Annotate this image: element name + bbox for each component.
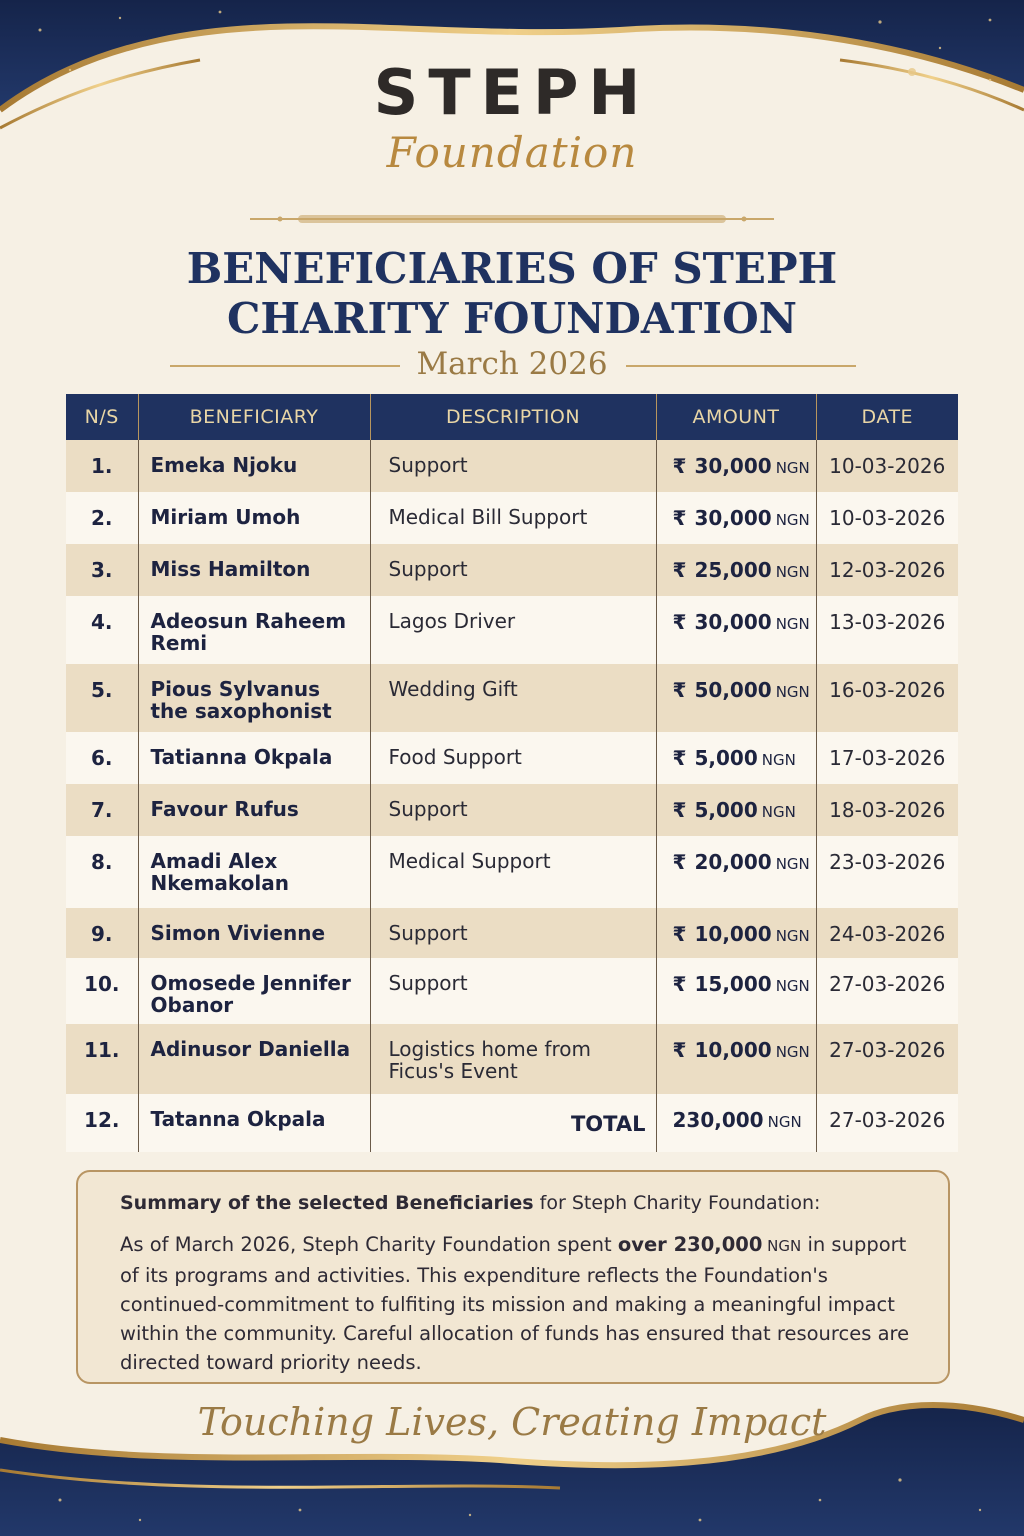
amount xyxy=(656,492,816,544)
description: Medical Support xyxy=(370,836,656,908)
amount xyxy=(656,958,816,1024)
table-row xyxy=(66,784,958,836)
amount xyxy=(656,908,816,958)
amount-value: 50,000 xyxy=(694,678,772,702)
header-amount: AMOUNT xyxy=(656,394,816,440)
description: Food Support xyxy=(370,732,656,784)
table-row xyxy=(66,544,958,596)
date: 24-03-2026 xyxy=(829,922,946,946)
date: 27-03-2026 xyxy=(829,1108,946,1132)
date: 17-03-2026 xyxy=(829,746,946,770)
amount xyxy=(656,784,816,836)
ornament-divider xyxy=(250,212,774,226)
currency-symbol: ₹ xyxy=(672,922,687,946)
beneficiary-name: Emeka Njoku xyxy=(138,440,370,492)
currency-code: NGN xyxy=(775,615,810,633)
description: Wedding Gift xyxy=(370,664,656,732)
beneficiary-name: Omosede Jennifer Obanor xyxy=(138,958,370,1024)
currency-symbol: ₹ xyxy=(672,610,687,634)
currency-symbol: ₹ xyxy=(672,558,687,582)
currency-code: NGN xyxy=(775,683,810,701)
row-number: 4. xyxy=(66,596,138,664)
currency-code: NGN xyxy=(761,751,796,769)
table-row xyxy=(66,440,958,492)
description: Logistics home from Ficus's Event xyxy=(370,1024,656,1094)
row-number: 9. xyxy=(66,908,138,958)
beneficiary-name: Miriam Umoh xyxy=(138,492,370,544)
currency-symbol: ₹ xyxy=(672,1038,687,1062)
currency-symbol: ₹ xyxy=(672,678,687,702)
date: 10-03-2026 xyxy=(829,454,946,478)
subtitle-row xyxy=(0,346,1024,386)
date: 13-03-2026 xyxy=(829,610,946,634)
subtitle: March 2026 xyxy=(416,346,608,382)
date: 18-03-2026 xyxy=(829,798,946,822)
beneficiary-name: Favour Rufus xyxy=(138,784,370,836)
total-amount xyxy=(656,1094,816,1152)
date: 27-03-2026 xyxy=(829,1038,946,1062)
table-row xyxy=(66,1024,958,1094)
table-row xyxy=(66,908,958,958)
table-row xyxy=(66,836,958,908)
amount xyxy=(656,440,816,492)
amount-value: 30,000 xyxy=(694,610,772,634)
description: Support xyxy=(370,958,656,1024)
currency-code: NGN xyxy=(767,1113,802,1131)
total-row xyxy=(66,1094,958,1152)
row-number: 10. xyxy=(66,958,138,1024)
row-number: 1. xyxy=(66,440,138,492)
currency-code: NGN xyxy=(775,1043,810,1061)
date: 23-03-2026 xyxy=(829,850,946,874)
amount xyxy=(656,1024,816,1094)
amount xyxy=(656,732,816,784)
amount xyxy=(656,664,816,732)
currency-symbol: ₹ xyxy=(672,850,687,874)
description: Support xyxy=(370,908,656,958)
currency-symbol: ₹ xyxy=(672,746,687,770)
beneficiaries-table xyxy=(66,394,958,1150)
amount xyxy=(656,836,816,908)
table-row xyxy=(66,732,958,784)
currency-symbol: ₹ xyxy=(672,506,687,530)
currency-code: NGN xyxy=(775,977,810,995)
total-label: TOTAL xyxy=(370,1094,656,1152)
amount-value: 5,000 xyxy=(694,746,758,770)
table-row xyxy=(66,664,958,732)
row-number: 2. xyxy=(66,492,138,544)
currency-symbol: ₹ xyxy=(672,454,687,478)
amount-value: 5,000 xyxy=(694,798,758,822)
description: Medical Bill Support xyxy=(370,492,656,544)
date: 12-03-2026 xyxy=(829,558,946,582)
amount-value: 25,000 xyxy=(694,558,772,582)
amount-value: 10,000 xyxy=(694,1038,772,1062)
beneficiary-name: Adinusor Daniella xyxy=(138,1024,370,1094)
summary-heading: Summary of the selected Beneficiaries for Steph Charity Foundation: xyxy=(120,1192,821,1214)
amount-value: 20,000 xyxy=(694,850,772,874)
beneficiary-name: Simon Vivienne xyxy=(138,908,370,958)
row-number: 12. xyxy=(66,1094,138,1152)
currency-code: NGN xyxy=(775,855,810,873)
beneficiary-name: Tatianna Okpala xyxy=(138,732,370,784)
row-number: 3. xyxy=(66,544,138,596)
amount-value: 10,000 xyxy=(694,922,772,946)
table-row xyxy=(66,596,958,664)
tagline: Touching Lives, Creating Impact xyxy=(197,1400,827,1444)
row-number: 7. xyxy=(66,784,138,836)
summary-box xyxy=(76,1170,950,1384)
table-row xyxy=(66,958,958,1024)
date: 10-03-2026 xyxy=(829,506,946,530)
row-number: 8. xyxy=(66,836,138,908)
header-ns: N/S xyxy=(66,394,138,440)
description: Support xyxy=(370,544,656,596)
description: Support xyxy=(370,440,656,492)
brand-name: STEPH xyxy=(373,56,651,129)
row-number: 6. xyxy=(66,732,138,784)
row-number: 5. xyxy=(66,664,138,732)
currency-code: NGN xyxy=(761,803,796,821)
amount-value: 30,000 xyxy=(694,506,772,530)
currency-symbol: ₹ xyxy=(672,972,687,996)
summary-body: As of March 2026, Steph Charity Foundation spent over 230,000 NGN in support of its programs and activities. This expenditure reflects the Foundation's continued-commitment to fulfiting its mission and making a meaningful impact within the community. Careful allocation of funds has ensured that resources are directed toward priority needs. xyxy=(120,1233,910,1374)
currency-code: NGN xyxy=(775,459,810,477)
total-value: 230,000 xyxy=(672,1108,764,1132)
beneficiary-name: Miss Hamilton xyxy=(138,544,370,596)
description: Support xyxy=(370,784,656,836)
header-beneficiary: BENEFICIARY xyxy=(138,394,370,440)
beneficiary-name: Amadi Alex Nkemakolan xyxy=(138,836,370,908)
table-header xyxy=(66,394,958,440)
page-title: BENEFICIARIES OF STEPH CHARITY FOUNDATION xyxy=(186,244,838,343)
table-row xyxy=(66,492,958,544)
date: 27-03-2026 xyxy=(829,972,946,996)
beneficiary-name: Tatanna Okpala xyxy=(138,1094,370,1152)
currency-symbol: ₹ xyxy=(672,798,687,822)
header-date: DATE xyxy=(816,394,958,440)
date: 16-03-2026 xyxy=(829,678,946,702)
currency-code: NGN xyxy=(775,927,810,945)
amount-value: 30,000 xyxy=(694,454,772,478)
brand-script: Foundation xyxy=(386,128,638,177)
currency-code: NGN xyxy=(775,511,810,529)
header-description: DESCRIPTION xyxy=(370,394,656,440)
description: Lagos Driver xyxy=(370,596,656,664)
amount xyxy=(656,544,816,596)
beneficiary-name: Adeosun Raheem Remi xyxy=(138,596,370,664)
beneficiary-name: Pious Sylvanus the saxophonist xyxy=(138,664,370,732)
currency-code: NGN xyxy=(775,563,810,581)
amount xyxy=(656,596,816,664)
amount-value: 15,000 xyxy=(694,972,772,996)
row-number: 11. xyxy=(66,1024,138,1094)
